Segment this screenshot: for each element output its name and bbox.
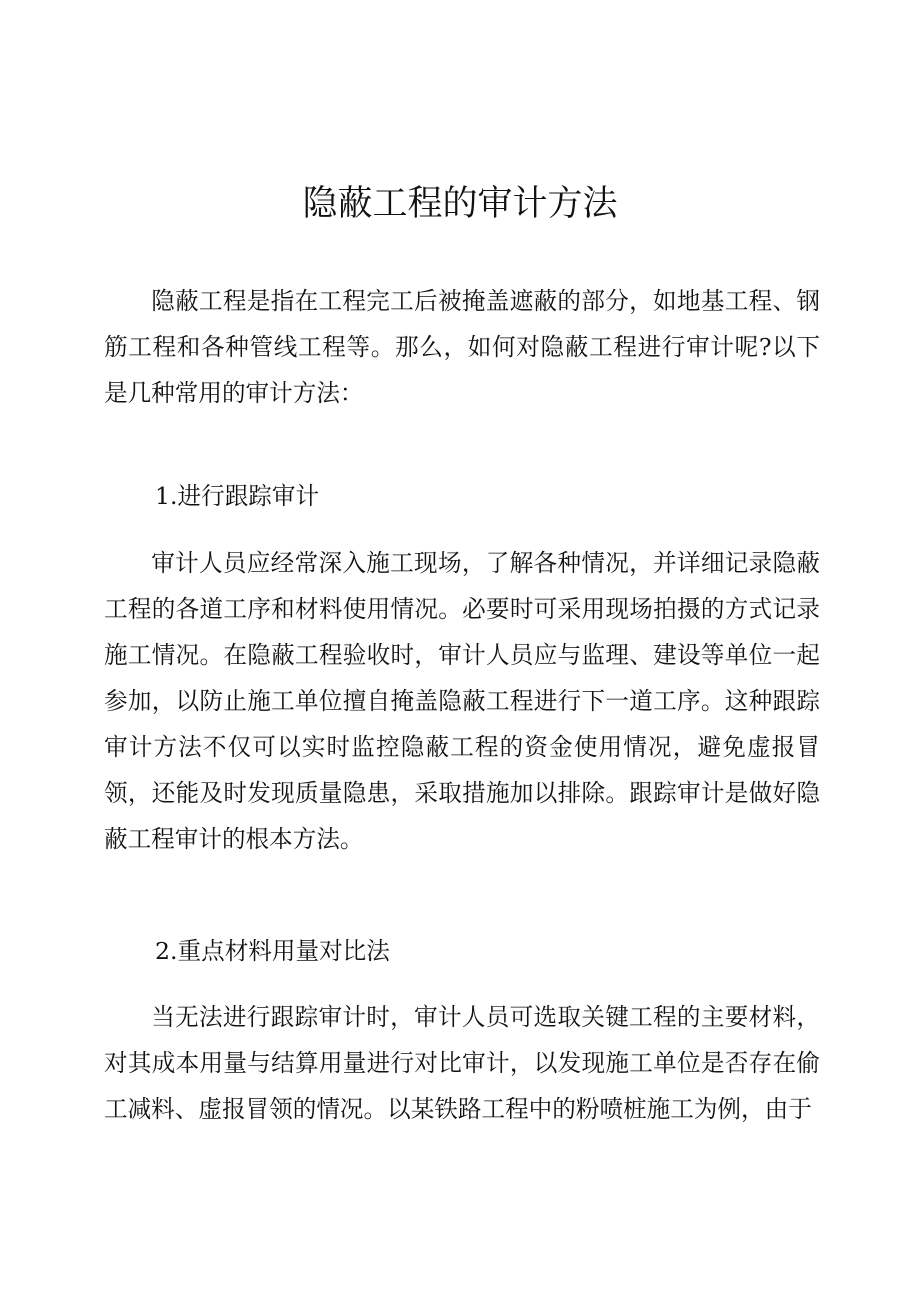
intro-paragraph: 隐蔽工程是指在工程完工后被掩盖遮蔽的部分，如地基工程、钢筋工程和各种管线工程等。那么，如何对隐蔽工程进行审计呢?以下是几种常用的审计方法： <box>104 287 820 407</box>
section-heading-1: 1.进行跟踪审计 <box>155 482 320 510</box>
section-body-2: 当无法进行跟踪审计时，审计人员可选取关键工程的主要材料，对其成本用量与结算用量进行对比审计，以发现施工单位是否存在偷工减料、虚报冒领的情况。以某铁路工程中的粉喷桩施工为例，由于 <box>104 1003 820 1123</box>
section-body-1: 审计人员应经常深入施工现场，了解各种情况，并详细记录隐蔽工程的各道工序和材料使用情况。必要时可采用现场拍摄的方式记录施工情况。在隐蔽工程验收时，审计人员应与监理、建设等单位一起参加，以防止施工单位擅自掩盖隐蔽工程进行下一道工序。这种跟踪审计方法不仅可以实时监控隐蔽工程的资金使用情况，避免虚报冒领，还能及时发现质量隐患，采取措施加以排除。跟踪审计是做好隐蔽工程审计的根本方法。 <box>104 549 820 853</box>
section-heading-2: 2.重点材料用量对比法 <box>155 937 390 965</box>
document-title: 隐蔽工程的审计方法 <box>302 184 618 224</box>
